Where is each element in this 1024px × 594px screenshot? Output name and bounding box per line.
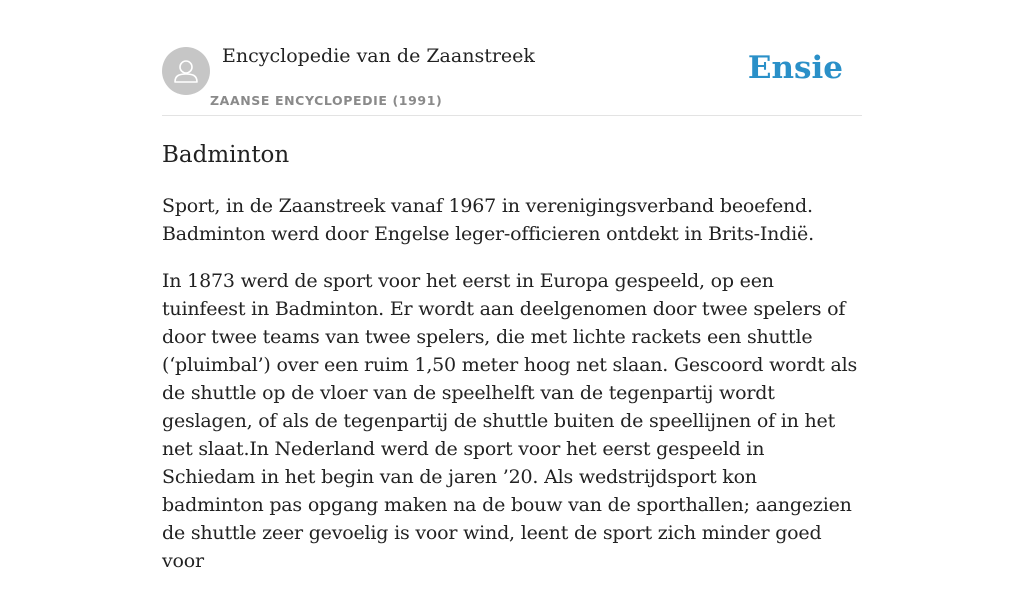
source-title[interactable]: Encyclopedie van de Zaanstreek (222, 45, 535, 67)
source-header (162, 0, 862, 116)
article-paragraph: In 1873 werd de sport voor het eerst in Europa gespeeld, op een tuinfeest in Badminton. Er wordt aan deelgenomen door twee spelers of door twee teams van twee spelers, die met lichte rackets een shuttle (‘pluimbal’) over een ruim 1,50 meter hoog net slaan. Gescoord wordt als de shuttle op de vloer van de speelhelft van de tegenpartij wordt geslagen, of als de tegenpartij de shuttle buiten de speellijnen of in het net slaat.In Nederland werd de sport voor het eerst gespeeld in Schiedam in het begin van de jaren ’20. Als wedstrijdsport kon badminton pas opgang maken na de bouw van de sporthallen; aangezien de shuttle zeer gevoelig is voor wind, leent de sport zich minder goed voor (162, 270, 858, 572)
article-paragraph: Sport, in de Zaanstreek vanaf 1967 in verenigingsverband beoefend. Badminton werd door Engelse leger-officieren ontdekt in Brits-Indië. (162, 195, 814, 245)
user-icon (162, 47, 210, 95)
article-title: Badminton (162, 142, 290, 168)
brand-logo[interactable]: Ensie (747, 50, 843, 86)
article (162, 139, 862, 594)
source-subtitle: ZAANSE ENCYCLOPEDIE (1991) (210, 93, 443, 108)
avatar[interactable] (162, 47, 210, 95)
